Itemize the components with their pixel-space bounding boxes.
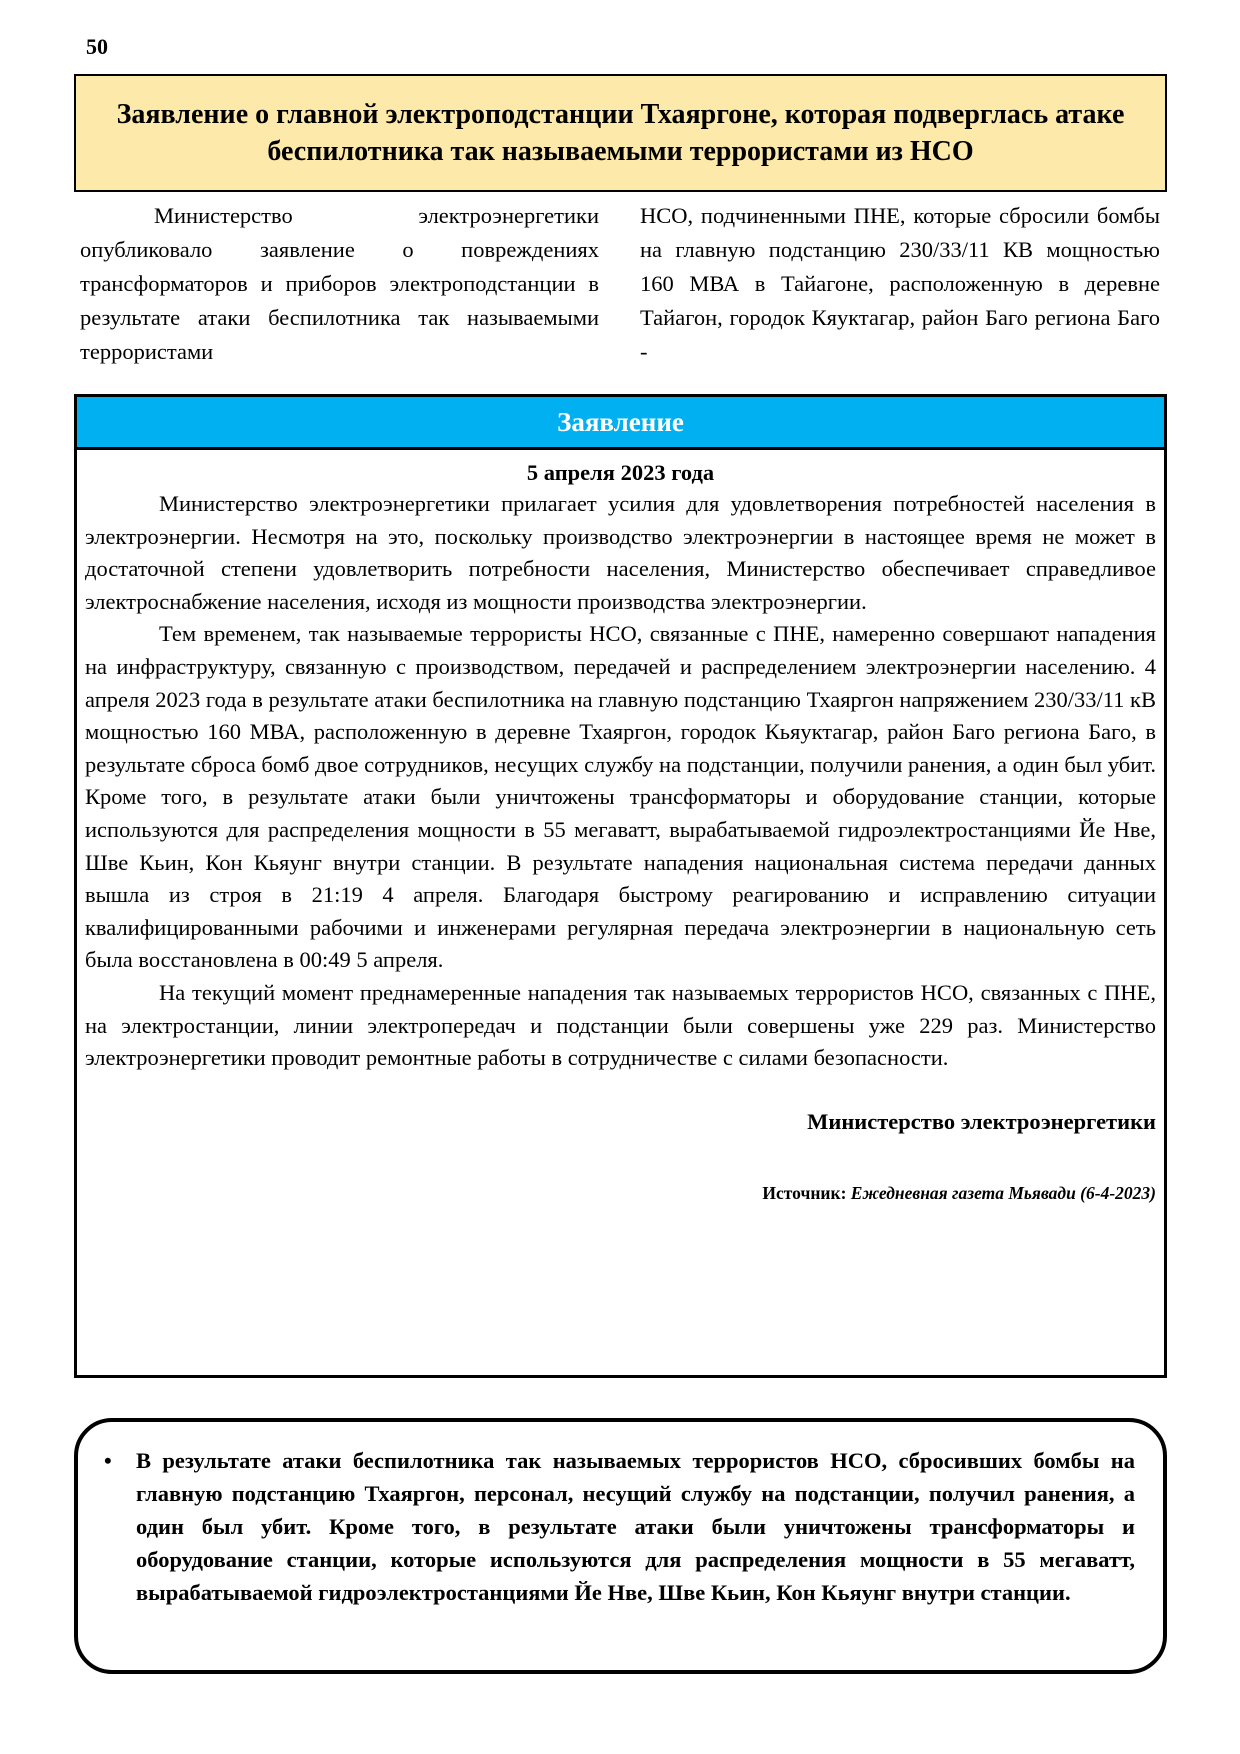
- title-banner: [74, 74, 1167, 192]
- statement-paragraph: Министерство электроэнергетики прилагает усилия для удовлетворения потребностей населения в электроэнергии. Несмотря на это, поскольку производство электроэнергии в настоящее время не может в достаточной степени удовлетворить потребности населения, Министерство обеспечивает справедливое электроснабжение населения, исходя из мощности производства электроэнергии.: [85, 491, 1156, 614]
- intro-left-text: Министерство электроэнергетики опубликовало заявление о повреждениях трансформаторов и приборов электроподстанции в результате атаки беспилотника так называемыми террористами: [80, 203, 599, 364]
- statement-header-label: Заявление: [557, 406, 684, 437]
- intro-column-right: [640, 199, 1160, 369]
- summary-list: [96, 1444, 1135, 1609]
- statement-box: [74, 448, 1167, 1378]
- source-label: Источник:: [762, 1182, 847, 1203]
- statement-signature: Министерство электроэнергетики: [807, 1108, 1156, 1134]
- summary-box: [74, 1418, 1167, 1674]
- intro-column-left: [80, 199, 599, 369]
- source-text: Ежедневная газета Мьявади (6-4-2023): [850, 1182, 1156, 1203]
- intro-right-text: НСО, подчиненными ПНЕ, которые сбросили бомбы на главную подстанцию 230/33/11 КВ мощностью 160 МВА в Тайагоне, расположенную в деревне Тайагон, городок Кяуктагар, район Баго региона Баго -: [640, 203, 1160, 364]
- statement-source: [85, 1181, 1156, 1205]
- statement-header: [74, 394, 1167, 450]
- bullet-icon: •: [104, 1448, 112, 1473]
- summary-text: В результате атаки беспилотника так называемых террористов НСО, сбросивших бомбы на главную подстанцию Тхаяргон, персонал, несущий службу на подстанции, получил ранения, а один был убит. Кроме того, в результате атаки были уничтожены трансформаторы и оборудование станции, которые используются для распределения мощности в 55 мегаватт, вырабатываемой гидроэлектростанциями Йе Нве, Шве Кьин, Кон Кьяунг внутри станции.: [136, 1448, 1135, 1605]
- statement-date: 5 апреля 2023 года: [526, 460, 715, 485]
- statement-paragraph: На текущий момент преднамеренные нападения так называемых террористов НСО, связанных с ПНЕ, на электростанции, линии электропередач и подстанции были совершены уже 229 раз. Министерство электроэнергетики проводит ремонтные работы в сотрудничестве с силами безопасности.: [85, 979, 1156, 1071]
- statement-paragraph: Тем временем, так называемые террористы НСО, связанные с ПНЕ, намеренно совершают нападения на инфраструктуру, связанную с производством, передачей и распределением электроэнергии населению. 4 апреля 2023 года в результате атаки беспилотника на главную подстанцию Тхаяргон напряжением 230/33/11 кВ мощностью 160 МВА, расположенную в деревне Тхаяргон, городок Кьяуктагар, район Баго региона Баго, в результате сброса бомб двое сотрудников, несущих службу на подстанции, получили ранения, а один был убит. Кроме того, в результате атаки были уничтожены трансформаторы и оборудование станции, которые используются для распределения мощности в 55 мегаватт, вырабатываемой гидроэлектростанциями Йе Нве, Шве Кьин, Кон Кьяунг внутри станции. В результате нападения национальная система передачи данных вышла из строя в 21:19 4 апреля. Благодаря быстрому реагированию и исправлению ситуации квалифицированными рабочими и инженерами регулярная передача электроэнергии в национальную сеть была восстановлена в 00:49 5 апреля.: [85, 621, 1156, 973]
- page-title: Заявление о главной электроподстанции Тхаяргоне, которая подверглась атаке беспилотника так называемыми террористами из НСО: [116, 99, 1125, 167]
- summary-item: [96, 1444, 1135, 1609]
- page-number: 50: [86, 34, 108, 59]
